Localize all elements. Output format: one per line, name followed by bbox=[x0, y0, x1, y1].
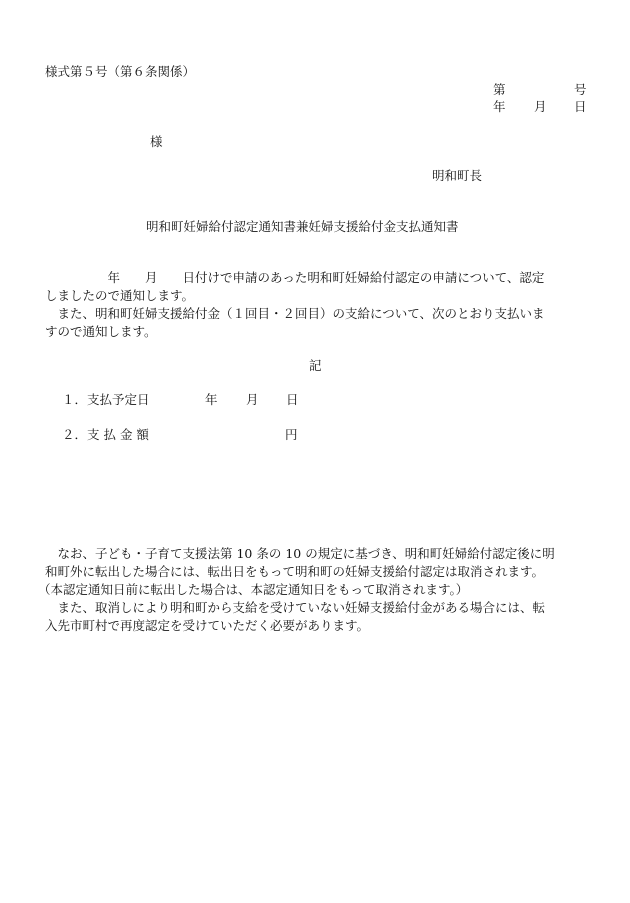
document-title: 明和町妊婦給付認定通知書兼妊婦支援給付金支払通知書 bbox=[146, 219, 459, 234]
notes-line-2: 和町外に転出した場合には、転出日をもって明和町の妊婦支援給付認定は取消されます。 bbox=[45, 564, 545, 579]
body-line-3: また、明和町妊婦支援給付金（１回目・２回目）の支給について、次のとおり支払いま bbox=[45, 306, 545, 321]
date-month: 月 bbox=[534, 99, 547, 114]
payment-date-month: 月 bbox=[246, 392, 259, 407]
payment-date-day: 日 bbox=[286, 392, 299, 407]
ki-marker: 記 bbox=[309, 358, 322, 373]
date-year: 年 bbox=[493, 99, 506, 114]
notes-line-1: なお、子ども・子育て支援法第 10 条の 10 の規定に基づき、明和町妊婦給付認定後に明 bbox=[45, 546, 555, 561]
addressee-suffix: 様 bbox=[150, 134, 163, 149]
notes-line-5: 入先市町村で再度認定を受けていただく必要があります。 bbox=[45, 618, 370, 633]
date-day: 日 bbox=[574, 99, 587, 114]
issuer: 明和町長 bbox=[432, 168, 483, 183]
body-line-4: すので通知します。 bbox=[45, 324, 157, 339]
notes-line-3: （本認定通知日前に転出した場合は、本認定通知日をもって取消されます。） bbox=[38, 582, 469, 597]
number-suffix: 号 bbox=[574, 82, 587, 97]
notes-line-4: また、取消しにより明和町から支給を受けていない妊婦支援給付金がある場合には、転 bbox=[45, 600, 546, 615]
payment-amount-unit: 円 bbox=[285, 427, 298, 442]
number-prefix: 第 bbox=[493, 82, 506, 97]
payment-date-label: １．支払予定日 bbox=[62, 392, 150, 407]
body-line-2: しましたので通知します。 bbox=[45, 288, 195, 303]
body-line-1: 年 月 日付けで申請のあった明和町妊婦給付認定の申請について、認定 bbox=[45, 270, 545, 285]
form-label: 様式第５号（第６条関係） bbox=[45, 64, 196, 79]
payment-amount-label: ２．支 払 金 額 bbox=[62, 427, 149, 442]
payment-date-year: 年 bbox=[205, 392, 218, 407]
